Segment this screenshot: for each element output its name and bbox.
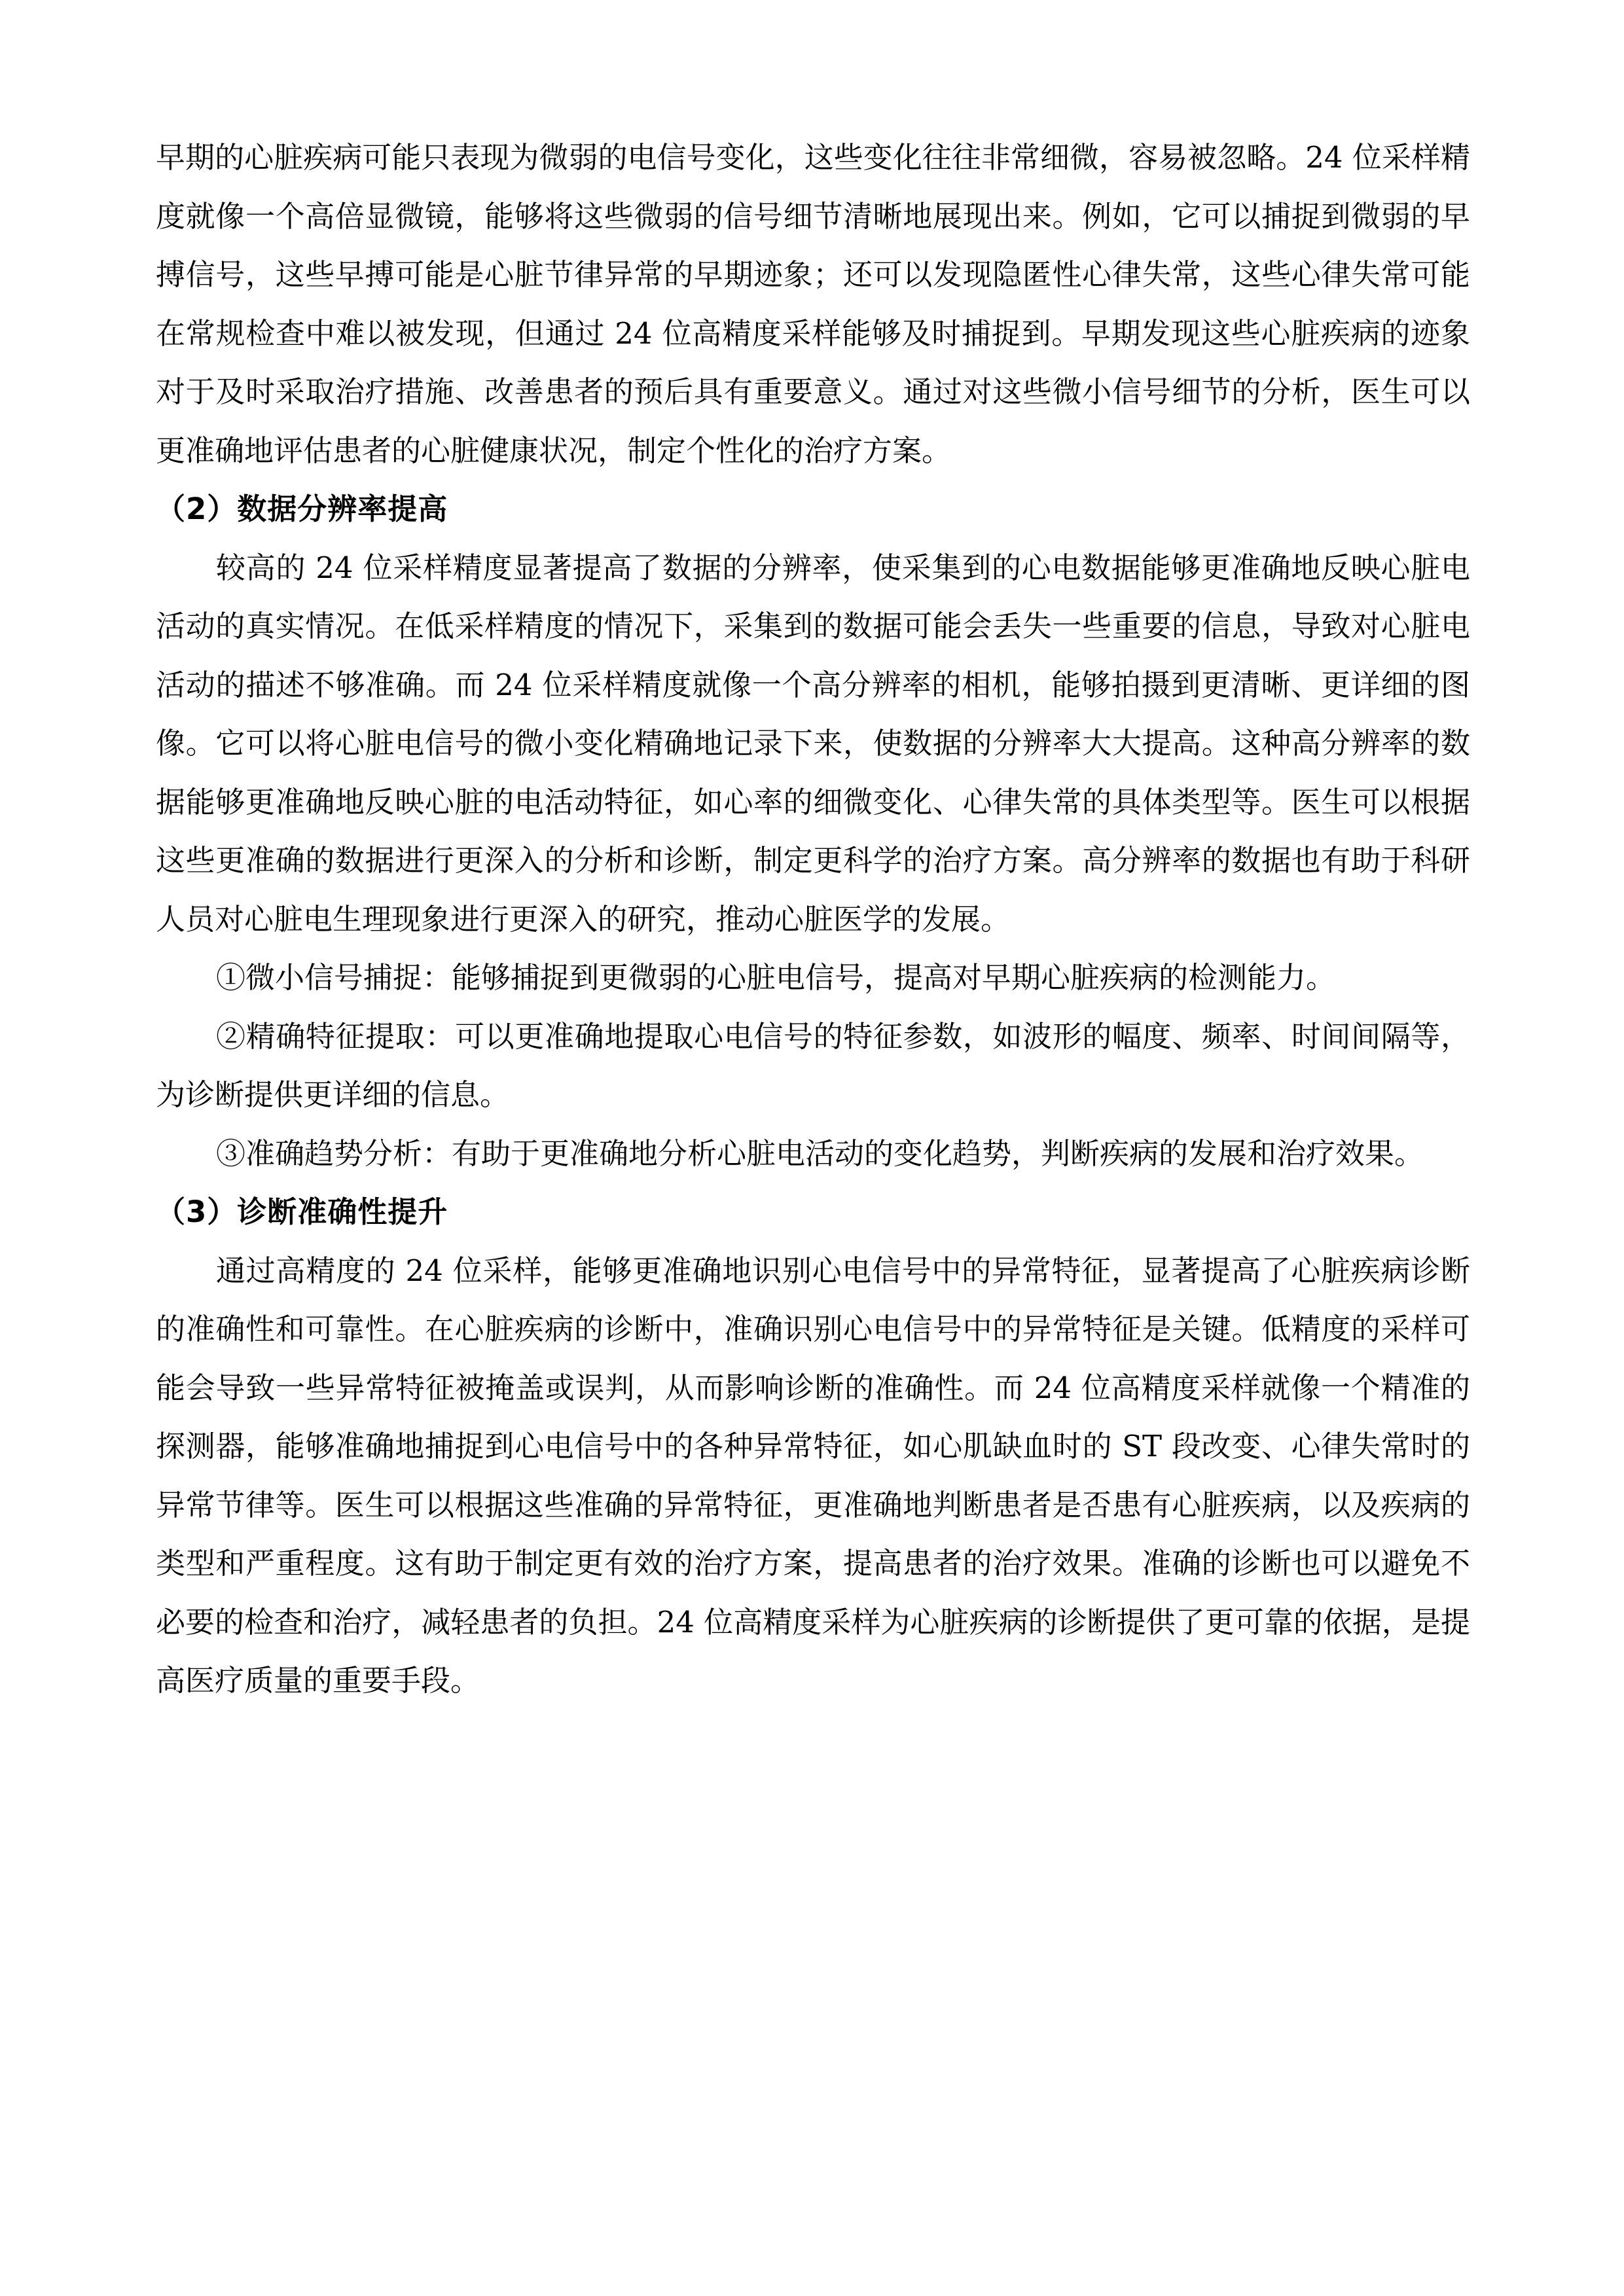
heading-diagnostic-accuracy: （3）诊断准确性提升 xyxy=(156,1194,448,1229)
list-item-accurate-trend-analysis: ③准确趋势分析：有助于更准确地分析心脏电活动的变化趋势，判断疾病的发展和治疗效果。 xyxy=(216,1136,1424,1171)
paragraph-data-resolution: 较高的 24 位采样精度显著提高了数据的分辨率，使采集到的心电数据能够更准确地反映心脏电活动的真实情况。在低采样精度的情况下，采集到的数据可能会丢失一些重要的信息，导致对心脏电活动的描述不够准确。而 24 位采样精度就像一个高分辨率的相机，能够拍摄到更清晰、更详细的图像。它可以将心脏电信号的微小变化精确地记录下来，使数据的分辨率大大提高。这种高分辨率的数据能够更准确地反映心脏的电活动特征，如心率的细微变化、心律失常的具体类型等。医生可以根据这些更准确的数据进行更深入的分析和诊断，制定更科学的治疗方案。高分辨率的数据也有助于科研人员对心脏电生理现象进行更深入的研究，推动心脏医学的发展。 xyxy=(156,550,1470,937)
paragraph-diagnostic-accuracy: 通过高精度的 24 位采样，能够更准确地识别心电信号中的异常特征，显著提高了心脏疾病诊断的准确性和可靠性。在心脏疾病的诊断中，准确识别心电信号中的异常特征是关键。低精度的采样可能会导致一些异常特征被掩盖或误判，从而影响诊断的准确性。而 24 位高精度采样就像一个精准的探测器，能够准确地捕捉到心电信号中的各种异常特征，如心肌缺血时的 ST 段改变、心律失常时的异常节律等。医生可以根据这些准确的异常特征，更准确地判断患者是否患有心脏疾病，以及疾病的类型和严重程度。这有助于制定更有效的治疗方案，提高患者的治疗效果。准确的诊断也可以避免不必要的检查和治疗，减轻患者的负担。24 位高精度采样为心脏疾病的诊断提供了更可靠的依据，是提高医疗质量的重要手段。 xyxy=(156,1253,1470,1698)
document-body xyxy=(156,128,1470,1710)
list-item-precise-feature-extraction: ②精确特征提取：可以更准确地提取心电信号的特征参数，如波形的幅度、频率、时间间隔等，为诊断提供更详细的信息。 xyxy=(156,1018,1470,1112)
list-item-micro-signal-capture: ①微小信号捕捉：能够捕捉到更微弱的心脏电信号，提高对早期心脏疾病的检测能力。 xyxy=(216,960,1336,995)
paragraph-early-detection: 早期的心脏疾病可能只表现为微弱的电信号变化，这些变化往往非常细微，容易被忽略。24 位采样精度就像一个高倍显微镜，能够将这些微弱的信号细节清晰地展现出来。例如，它可以捕捉到微弱的早搏信号，这些早搏可能是心脏节律异常的早期迹象；还可以发现隐匿性心律失常，这些心律失常可能在常规检查中难以被发现，但通过 24 位高精度采样能够及时捕捉到。早期发现这些心脏疾病的迹象对于及时采取治疗措施、改善患者的预后具有重要意义。通过对这些微小信号细节的分析，医生可以更准确地评估患者的心脏健康状况，制定个性化的治疗方案。 xyxy=(156,140,1470,468)
heading-data-resolution: （2）数据分辨率提高 xyxy=(156,492,448,526)
